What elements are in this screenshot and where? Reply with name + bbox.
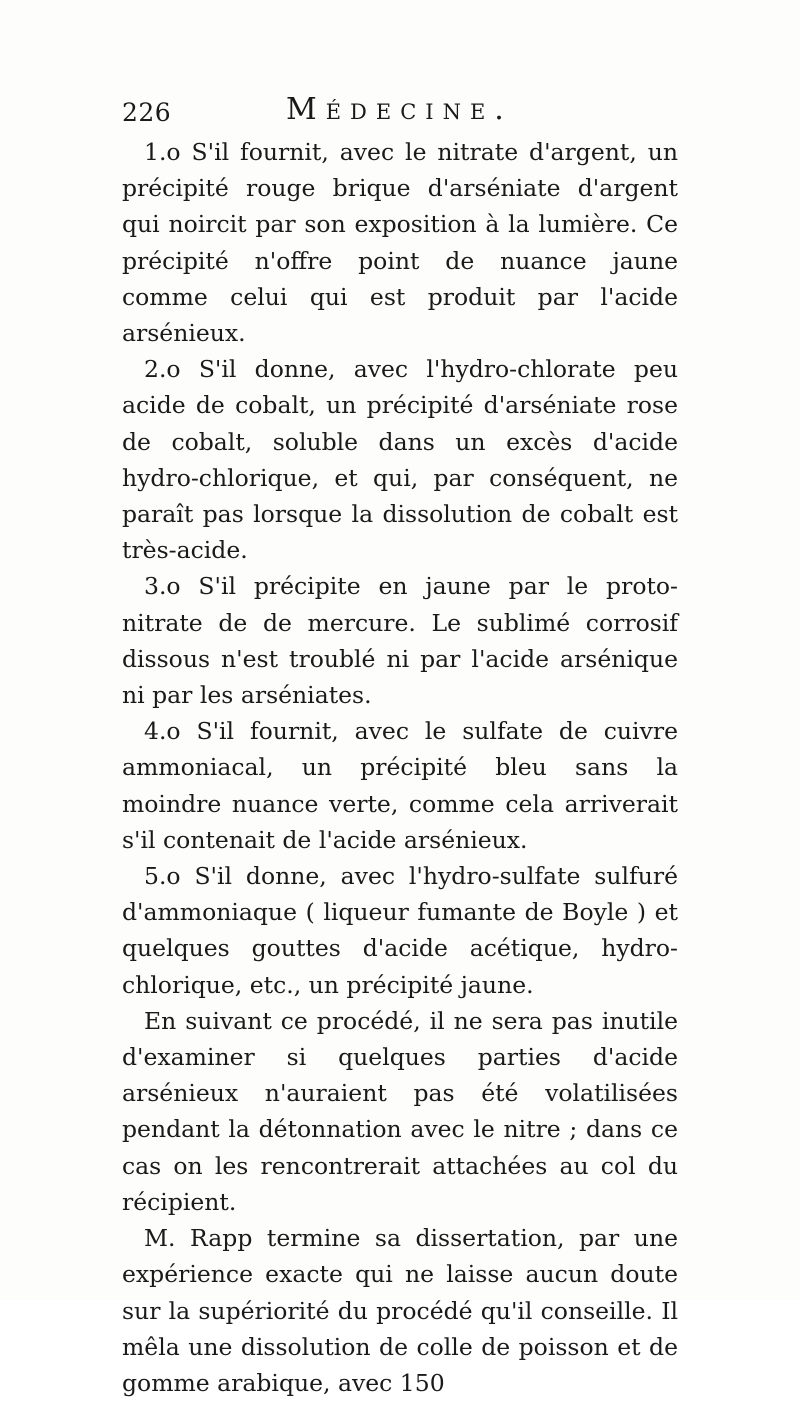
paragraph-3: 3.o S'il précipite en jaune par le proto-nitrate de de mercure. Le sublimé corrosif dissous n'est troublé ni par l'acide arsénique ni par les arséniates. [122,572,678,710]
paragraph-2: 2.o S'il donne, avec l'hydro-chlorate peu acide de cobalt, un précipité d'arséniate rose de cobalt, soluble dans un excès d'acide hydro-chlorique, et qui, par conséquent, ne paraît pas lorsque la dissolution de cobalt est très-acide. [122,355,678,565]
page-number: 226 [122,98,172,127]
paragraph-4: 4.o S'il fournit, avec le sulfate de cuivre ammoniacal, un précipité bleu sans la moindre nuance verte, comme cela arriverait s'il contenait de l'acide arsénieux. [122,717,678,854]
body-text [122,134,678,1401]
paragraph-1: 1.o S'il fournit, avec le nitrate d'argent, un précipité rouge brique d'arséniate d'argent qui noircit par son exposition à la lumière. Ce précipité n'offre point de nuance jaune comme celui qui est produit par l'acide arsénieux. [122,138,678,348]
paragraph-5: 5.o S'il donne, avec l'hydro-sulfate sulfuré d'ammoniaque ( liqueur fumante de Boyle ) et quelques gouttes d'acide acétique, hydro-chlorique, etc., un précipité jaune. [122,862,678,999]
paragraph-7: M. Rapp termine sa dissertation, par une expérience exacte qui ne laisse aucun doute sur la supériorité du procédé qu'il conseille. Il mêla une dissolution de colle de poisson et de gomme arabique, avec 150 [122,1224,678,1397]
paragraph-6: En suivant ce procédé, il ne sera pas inutile d'examiner si quelques parties d'acide arsénieux n'auraient pas été volatilisées pendant la détonnation avec le nitre ; dans ce cas on les rencontrerait attachées au col du récipient. [122,1006,678,1216]
page-header [122,92,682,132]
running-head: Médecine. [286,92,513,127]
